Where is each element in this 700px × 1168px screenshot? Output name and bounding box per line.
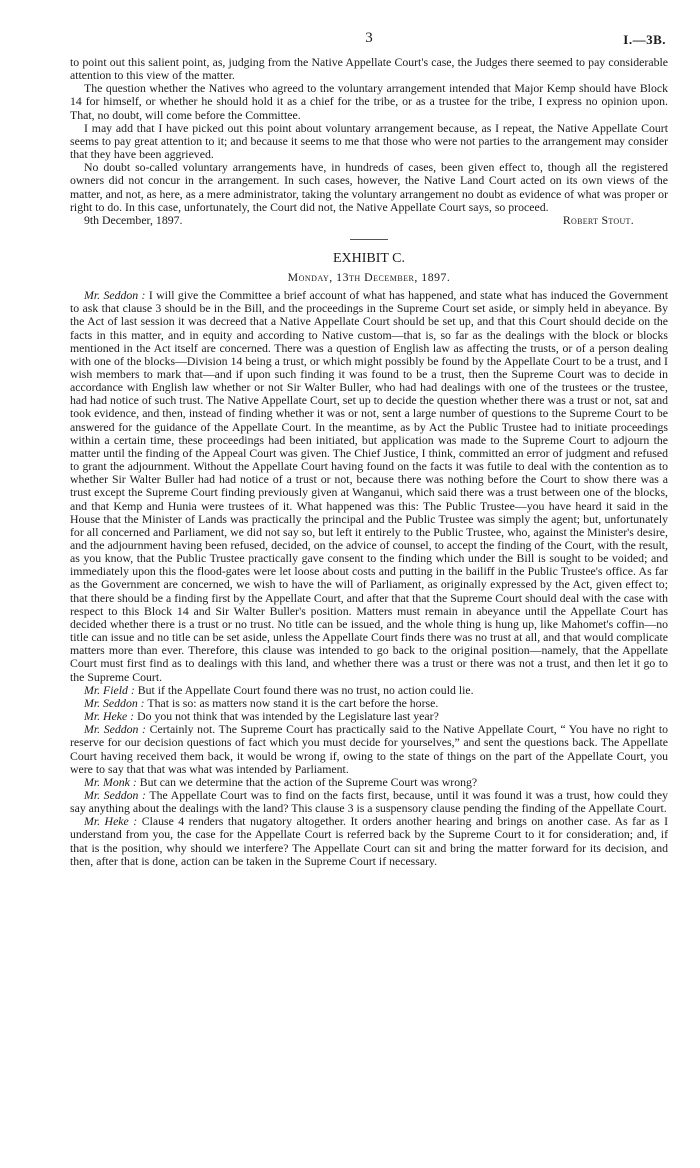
page-header: [70, 30, 668, 56]
speaker-name: Mr. Heke :: [84, 709, 135, 724]
speech-text: The Appellate Court was to find on the facts first, because, until it was found it was a trust, how could they say anything about the dealings with the land? This clause 3 is a suspensory clause pending the finding of the Appellate Court.: [70, 787, 668, 816]
signature-date: 9th December, 1897.: [84, 212, 183, 227]
signature-name: Robert Stout.: [562, 212, 634, 227]
dialogue-paragraph: [70, 789, 668, 815]
dialogue-paragraph: [70, 815, 668, 868]
paragraph: I may add that I have picked out this point about voluntary arrangement because, as I repeat, the Native Appellate Court seems to pay great attention to it; and because it seems to me that those who were not parties to the arrangement may consider that they have been aggrieved.: [70, 120, 668, 162]
speaker-name: Mr. Heke :: [84, 814, 138, 829]
paragraph: to point out this salient point, as, judging from the Native Appellate Court's case, the Judges there seemed to pay considerable attention to this view of the matter.: [70, 55, 668, 83]
speech-text: Clause 4 renders that nugatory altogether. It orders another hearing and brings on another case. As far as I understand from you, the case for the Appellate Court is referred back by the Supreme Court to it for consideration; and, if that is the position, why should we interfere? The Appellate Court can sit and bring the matter forward for its decision, and then, after that is done, action can be taken in the Supreme Court if necessary.: [70, 814, 668, 868]
speaker-name: Mr. Seddon :: [84, 787, 146, 802]
speaker-name: Mr. Seddon :: [84, 722, 146, 737]
paragraph: No doubt so-called voluntary arrangements have, in hundreds of cases, been given effect to, though all the registered owners did not concur in the arrangement. In such cases, however, the Native Land Court acted on its own views of the matter, and not, as here, as a mere administrator, taking the voluntary arrangement no doubt as evidence of what was proper or right to do. In this case, unfortunately, the Court did not, the Native Appellate Court says, so proceed.: [70, 160, 668, 214]
speech-text: Do you not think that was intended by the Legislature last year?: [137, 709, 439, 724]
speech-text: But if the Appellate Court found there was no trust, no action could lie.: [137, 682, 474, 697]
speech-text: But can we determine that the action of the Supreme Court was wrong?: [139, 774, 478, 789]
speaker-name: Mr. Seddon :: [84, 695, 145, 710]
speaker-name: Mr. Seddon :: [84, 288, 146, 303]
speaker-name: Mr. Monk :: [84, 774, 137, 789]
speech-text: Certainly not. The Supreme Court has practically said to the Native Appellate Court, “ You have no right to reserve for our decision questions of fact which you must decide for yourselves,” and sent the questions back. The Appellate Court having received them back, it would be wrong if, owing to the state of things on the part of the Appellate Court, you were to say that that was what was intended by Parliament.: [70, 722, 668, 776]
document-page: [70, 30, 668, 868]
signature-line: [70, 214, 668, 227]
paragraph: The question whether the Natives who agreed to the voluntary arrangement intended that Major Kemp should have Block 14 for himself, or whether he should hold it as a chief for the tribe, or as a trustee for the tribe, I express no opinion upon. That, no doubt, will come before the Committee.: [70, 81, 668, 122]
exhibit-title: EXHIBIT C.: [332, 251, 406, 267]
speech-text: That is so: as matters now stand it is the cart before the horse.: [147, 695, 439, 710]
section-divider: [350, 239, 388, 240]
document-reference: I.—3B.: [623, 32, 666, 47]
speech-text: I will give the Committee a brief account of what has happened, and state what has induced the Government to ask that clause 3 should be in the Bill, and the proceedings in the Supreme Court set aside, or simply held in abeyance. By the Act of last session it was decreed that a Native Appellate Court should be set up, and that this Court should decide on the facts in this matter, and in equity and according to Native custom—that is, so far as the dealings with the block or blocks mentioned in the Act itself are concerned. There was a question of English law as affecting the trusts, or of a person dealing with one of the blocks—Division 14 being a trust, or which might possibly be found by the Appellate Court to be a trust, and I wish members to mark that—and if upon such finding it was found to be a trust, then the Supreme Court was to decide in accordance with English law whether or not Sir Walter Buller, who had had dealings with one of the trustees or the trustee, had had notice of such trust. The Native Appellate Court, set up to decide the question whether there was a trust or not, sat and took evidence, and then, instead of finding whether it was or not, sent a large number of questions to the Supreme Court to be answered for the guidance of the Appellate Court. In the meantime, as by Act the Public Trustee had to initiate proceedings within a certain time, these proceedings had been initiated, but application was made to the Supreme Court to adjourn the matter until the finding of the Appeal Court was given. The Chief Justice, I think, committed an error of judgment and refused to grant the adjournment. Without the Appellate Court having found on the facts it was futile to deal with the contention as to whether Sir Walter Buller had had notice of a trust or not, because there was nothing before the Court to show there was a trust except the Supreme Court finding previously given at Wanganui, which said there was a trust between one of the blocks, and that Kemp and Hunia were trustees of it. What happened was this: The Public Trustee—you have heard it said in the House that the Minister of Lands was practically the principal and the Public Trustee was simply the agent; but, unfortunately for all concerned and Parliament, we did not say so, but left it entirely to the Public Trustee, who, against the Minister's desire, and the adjournment having been refused, decided, on the advice of counsel, to accept the finding of the Court, with the result, as you know, that the Public Trustee practically gave consent to the finding which under the Bill is sought to be voided; and immediately upon this the flood-gates were let loose about costs and putting in the bailiff in the Public Trustee's office. As far as the Government are concerned, we wish to have the will of Parliament, as originally expressed by the Act, given effect to; that there should be a finding first by the Appellate Court, and after that that the Supreme Court should deal with the case with respect to this Block 14 and Sir Walter Buller's position. Matters must remain in abeyance until the Appellate Court has decided whether there is a trust or no trust. No title can be issued, and the whole thing is hung up, like Mahomet's coffin—no title can issue and no title can be set aside, unless the Appellate Court finds there was no trust at all, and that would complicate matters more than ever. Therefore, this clause was intended to go back to the original position—namely, that the Appellate Court must first find as to dealings with this land, and whether there was a trust or there was not a trust, and then let it go to the Supreme Court.: [70, 288, 668, 684]
exhibit-date: Monday, 13th December, 1897.: [287, 270, 451, 285]
page-number: 3: [365, 30, 373, 46]
speaker-name: Mr. Field :: [84, 682, 135, 697]
dialogue-paragraph: [70, 289, 668, 684]
dialogue-paragraph: [70, 723, 668, 776]
